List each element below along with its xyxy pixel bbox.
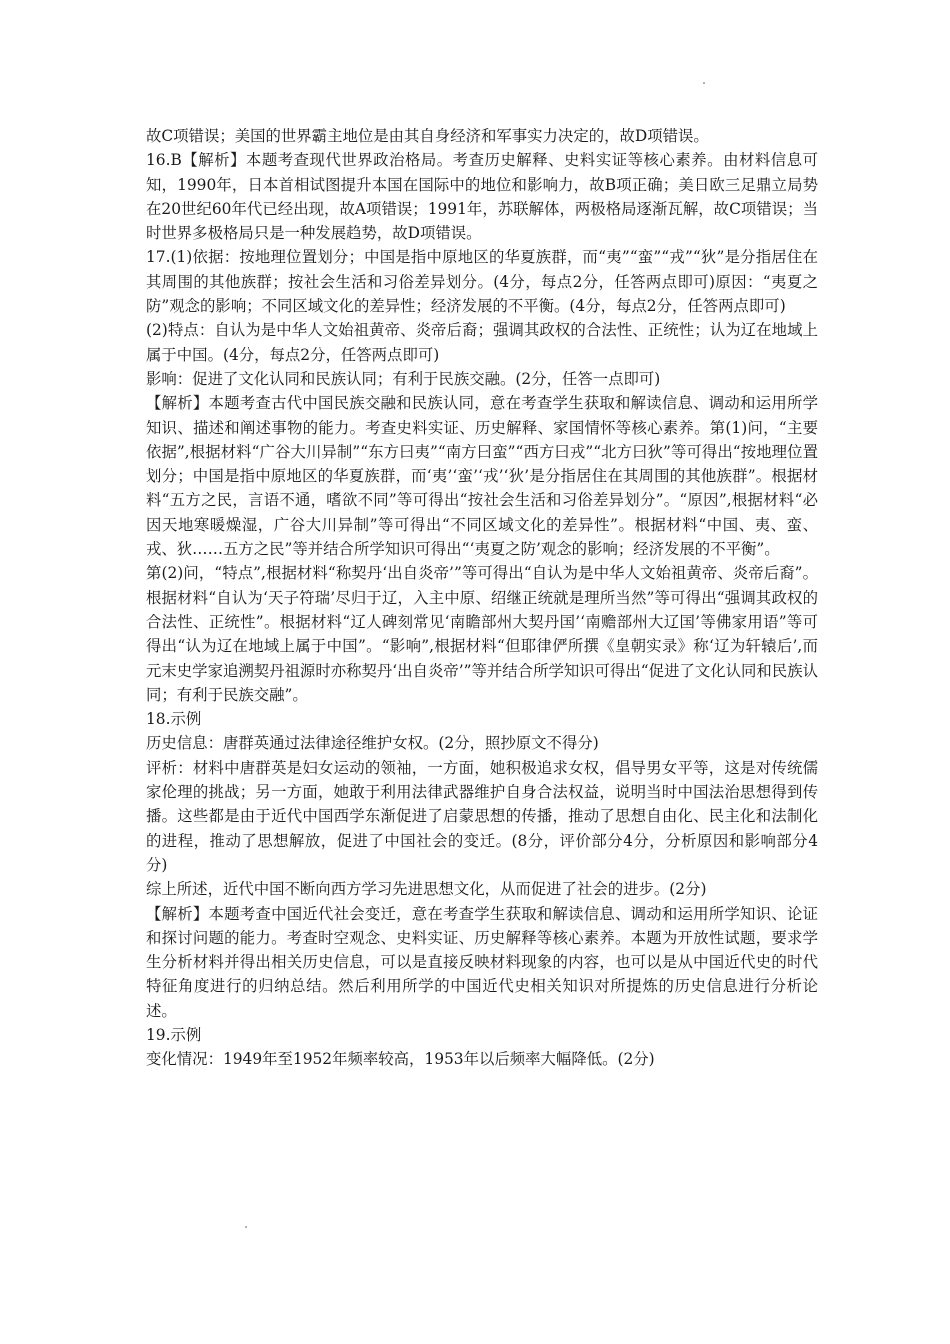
paragraph-q17-part2-features: (2)特点：自认为是中华人文始祖黄帝、炎帝后裔；强调其政权的合法性、正统性；认为辽在地域上属于中国。(4分，每点2分，任答两点即可) <box>146 321 818 364</box>
document-body <box>146 124 818 1072</box>
paragraph-q18-heading: 18.示例 <box>146 710 202 729</box>
paragraph-q18-conclusion: 综上所述，近代中国不断向西方学习先进思想文化，从而促进了社会的进步。(2分) <box>146 880 707 899</box>
paragraph-q18-analysis: 【解析】本题考查中国近代社会变迁，意在考查学生获取和解读信息、调动和运用所学知识、论证和探讨问题的能力。考查时空观念、史料实证、历史解释等核心素养。本题为开放性试题，要求学生分析材料并得出相关历史信息，可以是直接反映材料现象的内容，也可以是从中国近代史的时代特征角度进行的归纳总结。然后利用所学的中国近代史相关知识对所提炼的历史信息进行分析论述。 <box>146 904 818 1020</box>
paragraph-q18-evaluation: 评析：材料中唐群英是妇女运动的领袖，一方面，她积极追求女权，倡导男女平等，这是对传统儒家伦理的挑战；另一方面，她敢于利用法律武器维护自身合法权益，说明当时中国法治思想得到传播。这些都是由于近代中国西学东渐促进了启蒙思想的传播，推动了思想自由化、民主化和法制化的进程，推动了思想解放，促进了中国社会的变迁。(8分，评价部分4分，分析原因和影响部分4分) <box>146 758 818 874</box>
scan-speck-bottom <box>245 1226 247 1228</box>
paragraph-q17-part2-impact: 影响：促进了文化认同和民族认同；有利于民族交融。(2分，任答一点即可) <box>146 369 661 388</box>
paragraph-q17-analysis-2: 第(2)问，“特点”,根据材料“称契丹‘出自炎帝’”等可得出“自认为是中华人文始祖黄帝、炎帝后裔”。根据材料“自认为‘天子符瑞’尽归于辽，入主中原、绍继正统就是理所当然”等可得出“强调其政权的合法性、正统性”。根据材料“辽人碑刻常见‘南瞻部州大契丹国’‘南赡部州大辽国’等佛家用语”等可得出“认为辽在地域上属于中国”。“影响”,根据材料“但耶律俨所撰《皇朝实录》称‘辽为轩辕后’,而元末史学家追溯契丹祖源时亦称契丹‘出自炎帝’”等并结合所学知识可得出“促进了文化认同和民族认同；有利于民族交融”。 <box>146 564 818 704</box>
scan-speck-top <box>703 82 705 84</box>
paragraph-q19-change: 变化情况：1949年至1952年频率较高，1953年以后频率大幅降低。(2分) <box>146 1050 655 1069</box>
paragraph-q19-heading: 19.示例 <box>146 1025 202 1044</box>
paragraph-q17-analysis-1: 【解析】本题考查古代中国民族交融和民族认同，意在考查学生获取和解读信息、调动和运用所学知识、描述和阐述事物的能力。考查史料实证、历史解释、家国情怀等核心素养。第(1)问，“主要依据”,根据材料“广谷大川异制”“东方曰夷”“南方曰蛮”“西方曰戎”“北方曰狄”等可得出“按地理位置划分；中国是指中原地区的华夏族群，而‘夷’‘蛮’‘戎’‘狄’是分指居住在其周围的其他族群”。根据材料“五方之民，言语不通，嗜欲不同”等可得出“按社会生活和习俗差异划分”。“原因”,根据材料“必因天地寒暖燥湿，广谷大川异制”等可得出“不同区域文化的差异性”。根据材料“中国、夷、蛮、戎、狄……五方之民”等并结合所学知识可得出“‘夷夏之防’观念的影响；经济发展的不平衡”。 <box>146 394 818 559</box>
paragraph-q15-tail: 故C项错误；美国的世界霸主地位是由其自身经济和军事实力决定的，故D项错误。 <box>146 127 709 145</box>
paragraph-q16-answer: 16.B【解析】本题考查现代世界政治格局。考查历史解释、史料实证等核心素养。由材料信息可知，1990年，日本首相试图提升本国在国际中的地位和影响力，故B项正确；美日欧三足鼎立局势在20世纪60年代已经出现，故A项错误；1991年，苏联解体，两极格局逐渐瓦解，故C项错误；当时世界多极格局只是一种发展趋势，故D项错误。 <box>146 151 818 243</box>
paragraph-q17-part1: 17.(1)依据：按地理位置划分；中国是指中原地区的华夏族群，而“夷”“蛮”“戎”“狄”是分指居住在其周围的其他族群；按社会生活和习俗差异划分。(4分，每点2分，任答两点即可)原因：“夷夏之防”观念的影响；不同区域文化的差异性；经济发展的不平衡。(4分，每点2分，任答两点即可) <box>146 248 818 316</box>
paragraph-q18-info: 历史信息：唐群英通过法律途径维护女权。(2分，照抄原文不得分) <box>146 734 599 753</box>
